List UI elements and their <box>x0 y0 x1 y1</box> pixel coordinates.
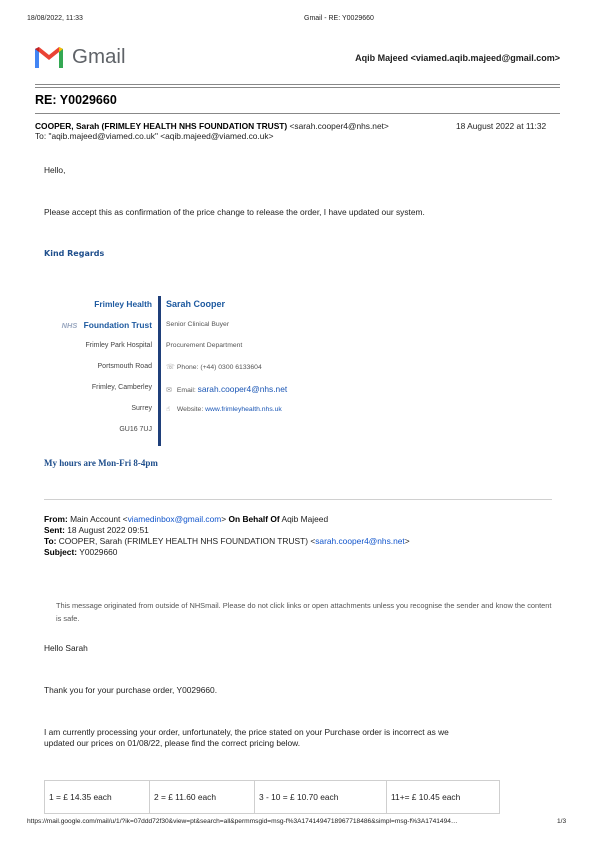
signature-divider-bar <box>158 296 161 446</box>
fw-sent-label: Sent: <box>44 525 65 535</box>
fw-thanks: Thank you for your purchase order, Y0029660. <box>44 685 218 695</box>
sender-email[interactable]: <sarah.cooper4@nhs.net> <box>289 121 389 131</box>
sig-address-5: GU16 7UJ <box>119 426 152 433</box>
to-line: To: "aqib.majeed@viamed.co.uk" <aqib.majeed@viamed.co.uk> <box>35 131 274 141</box>
external-warning: This message originated from outside of NHSmail. Please do not click links or open attachments unless you recognise the sender and know the content is safe. <box>56 601 552 623</box>
fw-on-behalf-name: Aqib Majeed <box>281 514 329 524</box>
print-url: https://mail.google.com/mail/u/1/?ik=07ddd72f30&view=pt&search=all&permmsgid=msg-f%3A1741494718967718486&simpl=msg-f%3A1741494… <box>27 818 458 825</box>
sig-email-link[interactable]: sarah.cooper4@nhs.net <box>197 384 288 394</box>
phone-icon: ☏ <box>166 364 175 371</box>
gmail-wordmark: Gmail <box>72 45 126 68</box>
fw-to-label: To: <box>44 536 57 546</box>
sig-name: Sarah Cooper <box>166 299 226 309</box>
sig-org-line2: Foundation Trust <box>83 320 152 330</box>
sig-website-label: Website: <box>176 406 204 413</box>
fw-sent-value: 18 August 2022 09:51 <box>67 525 149 535</box>
sig-org-line2-wrap <box>40 320 152 330</box>
price-cell-2: 2 = £ 11.60 each <box>150 781 255 814</box>
fw-para-line1: I am currently processing your order, unfortunately, the price stated on your Purchase order is incorrect as we <box>44 727 449 737</box>
price-cell-1: 1 = £ 14.35 each <box>45 781 150 814</box>
sig-address-1: Frimley Park Hospital <box>85 342 152 349</box>
fw-from-line <box>44 514 328 524</box>
kind-regards: Kind Regards <box>44 249 105 258</box>
working-hours: My hours are Mon-Fri 8-4pm <box>44 458 158 468</box>
fw-subject-label: Subject: <box>44 547 78 557</box>
sig-address-3: Frimley, Camberley <box>91 384 152 391</box>
message-date: 18 August 2022 at 11:32 <box>456 121 547 131</box>
header-divider <box>35 84 560 85</box>
envelope-icon: ✉ <box>166 387 172 394</box>
fw-from-close: > <box>221 514 227 524</box>
print-page-number: 1/3 <box>557 818 567 825</box>
pointer-icon: ☝ <box>166 406 171 413</box>
fw-from-label: From: <box>44 514 68 524</box>
fw-to-close: > <box>404 536 410 546</box>
sig-website-row <box>166 405 282 413</box>
fw-from-email[interactable]: viamedinbox@gmail.com <box>127 514 222 524</box>
sig-website-link[interactable]: www.frimleyhealth.nhs.uk <box>205 406 282 413</box>
header-divider-2 <box>35 87 560 88</box>
fw-to-line <box>44 536 410 546</box>
print-page-title: Gmail - RE: Y0029660 <box>304 15 374 22</box>
forward-divider <box>44 499 552 500</box>
sender-name: COOPER, Sarah (FRIMLEY HEALTH NHS FOUNDATION TRUST) <box>35 121 288 131</box>
subject-divider <box>35 113 560 114</box>
sender-line <box>35 121 389 131</box>
price-cell-3: 3 - 10 = £ 10.70 each <box>255 781 387 814</box>
sig-org-line1: Frimley Health <box>94 299 152 309</box>
sig-job-title: Senior Clinical Buyer <box>166 321 230 328</box>
body-text: Please accept this as confirmation of the price change to release the order, I have updated our system. <box>44 207 425 217</box>
fw-subject-line <box>44 547 117 557</box>
fw-on-behalf-label: On Behalf Of <box>228 514 280 524</box>
nhs-logo: NHS <box>61 321 78 330</box>
price-cell-4: 11+= £ 10.45 each <box>387 781 500 814</box>
message-subject: RE: Y0029660 <box>35 93 117 107</box>
fw-to-email[interactable]: sarah.cooper4@nhs.net <box>315 536 405 546</box>
sig-phone: Phone: (+44) 0300 6133604 <box>176 364 262 371</box>
greeting: Hello, <box>44 165 66 175</box>
sig-address-2: Portsmouth Road <box>97 363 152 370</box>
fw-to-value: COOPER, Sarah (FRIMLEY HEALTH NHS FOUNDATION TRUST) < <box>58 536 316 546</box>
fw-sent-line <box>44 525 149 535</box>
fw-from-name: Main Account < <box>70 514 128 524</box>
sig-address-4: Surrey <box>131 405 152 412</box>
gmail-m-icon <box>33 44 65 68</box>
fw-subject-value: Y0029660 <box>79 547 118 557</box>
sig-email-row <box>166 384 287 394</box>
table-row <box>45 781 500 814</box>
sig-phone-row <box>166 363 262 371</box>
print-datetime: 18/08/2022, 11:33 <box>27 15 83 22</box>
sig-department: Procurement Department <box>166 342 243 349</box>
sig-email-label: Email: <box>176 387 196 394</box>
pricing-table <box>44 780 500 814</box>
fw-greeting: Hello Sarah <box>44 643 88 653</box>
account-user: Aqib Majeed <viamed.aqib.majeed@gmail.com> <box>355 53 560 63</box>
fw-para-line2: updated our prices on 01/08/22, please find the correct pricing below. <box>44 738 301 748</box>
